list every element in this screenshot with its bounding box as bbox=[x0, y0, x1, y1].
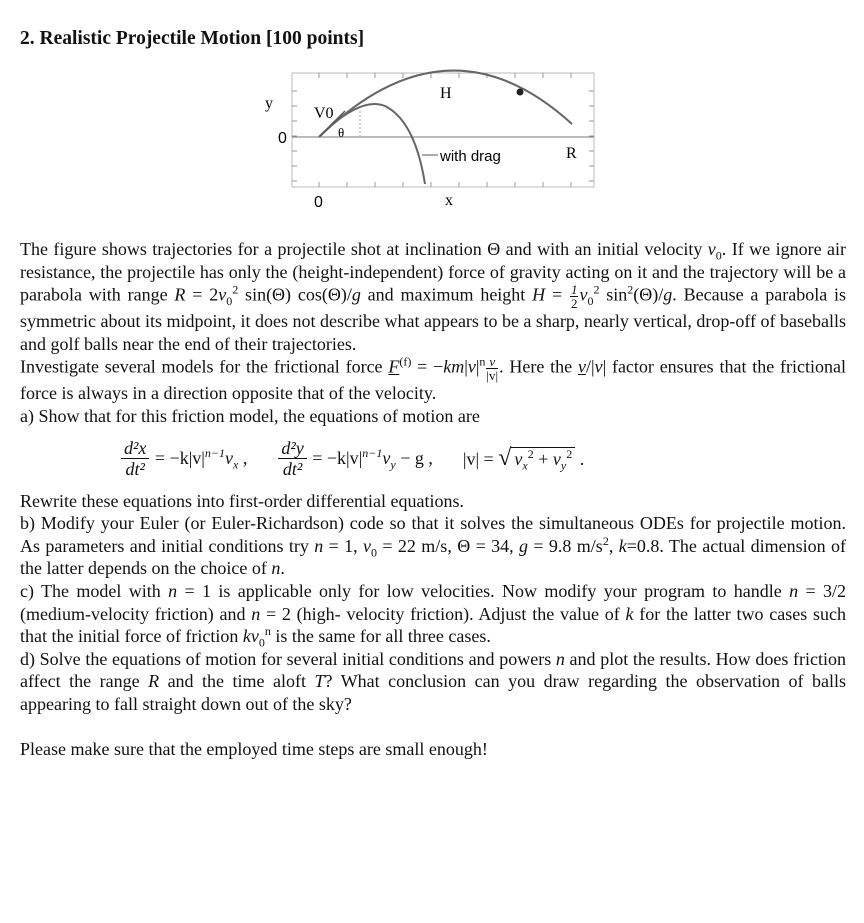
d2y-dt2-fraction bbox=[278, 438, 306, 479]
text-run: | factor ensures that the frictional force is always in a direction opposite that of the velocity. bbox=[20, 357, 846, 404]
text-run: /| bbox=[585, 357, 595, 377]
vx-sup: 2 bbox=[527, 446, 534, 461]
text-run: c) The model with bbox=[20, 580, 169, 601]
y-rhs-text: = −k|v| bbox=[312, 448, 363, 469]
text-run: The figure shows trajectories for a projectile shot at inclination Θ and with an initial velocity bbox=[20, 239, 708, 259]
theta-label: θ bbox=[338, 125, 345, 140]
text-run: Investigate several models for the frictional force bbox=[20, 357, 389, 377]
inline-fraction bbox=[486, 355, 498, 382]
fraction-numerator: d²x bbox=[121, 438, 149, 459]
y-rhs bbox=[308, 447, 433, 470]
text-run: Rewrite these equations into first-order differential equations. bbox=[20, 490, 465, 511]
math-symbol: 0 bbox=[371, 545, 378, 560]
math-symbol: n bbox=[271, 558, 281, 579]
math-symbol: k bbox=[625, 603, 634, 624]
v0-label: V0 bbox=[314, 105, 334, 122]
y-exponent: n−1 bbox=[362, 446, 383, 461]
fraction-denominator: dt² bbox=[125, 459, 145, 480]
math-symbol: F bbox=[388, 357, 400, 377]
text-run: , bbox=[608, 535, 619, 556]
trajectory-with-drag bbox=[319, 104, 425, 184]
math-symbol: 2 bbox=[627, 282, 634, 297]
math-symbol: 2 bbox=[602, 533, 609, 548]
text-run: . If we ignore air resistance, the projectile has only the (height-independent) force of gravity acting on it and the trajectory will be a parabola with range bbox=[20, 239, 846, 305]
math-symbol: g bbox=[519, 535, 528, 556]
r-label: R bbox=[566, 145, 577, 162]
x-axis-label: x bbox=[445, 192, 453, 209]
x-zero-label: 0 bbox=[314, 194, 323, 211]
vx: v bbox=[514, 448, 523, 469]
math-symbol: k bbox=[618, 535, 627, 556]
vx-sub: x bbox=[522, 458, 528, 473]
paragraph bbox=[20, 490, 846, 513]
math-symbol: kv bbox=[242, 626, 259, 647]
math-symbol: g bbox=[351, 284, 361, 305]
math-symbol: v bbox=[218, 284, 227, 305]
text-run: = 3/2 (medium-velocity friction) and bbox=[20, 580, 847, 624]
paragraph bbox=[20, 716, 846, 739]
math-symbol: v bbox=[467, 357, 476, 377]
period: . bbox=[575, 448, 585, 469]
math-symbol: 0 bbox=[715, 248, 722, 263]
paragraph bbox=[20, 738, 846, 761]
text-run: and the time aloft bbox=[159, 671, 315, 692]
math-symbol: 2 bbox=[232, 282, 239, 297]
fraction-numerator: d²y bbox=[278, 438, 306, 459]
text-run: | bbox=[475, 357, 480, 377]
trajectory-figure bbox=[250, 66, 610, 216]
paragraph bbox=[20, 580, 846, 648]
y-subscript: y bbox=[390, 457, 396, 472]
text-run: sin bbox=[599, 284, 628, 305]
h-label: H bbox=[440, 85, 452, 102]
math-symbol: km bbox=[443, 357, 465, 377]
fraction-denominator: dt² bbox=[282, 459, 303, 480]
paragraph bbox=[20, 405, 846, 428]
text-run: for the latter two cases such that the initial force of friction bbox=[20, 603, 846, 647]
x-rhs-text: = −k|v| bbox=[154, 448, 205, 469]
math-symbol: T bbox=[314, 671, 325, 692]
y-velocity: v bbox=[382, 448, 391, 469]
x-rhs bbox=[150, 447, 247, 470]
problem-title: 2. Realistic Projectile Motion [100 points] bbox=[20, 28, 365, 49]
vy: v bbox=[552, 448, 561, 469]
text-run: is the same for all three cases. bbox=[270, 626, 491, 647]
fraction-part: 1 bbox=[570, 282, 578, 298]
text-run: . Here the bbox=[499, 357, 578, 377]
text-run: . bbox=[280, 558, 285, 579]
trajectory-no-drag bbox=[319, 71, 572, 137]
math-symbol: n bbox=[168, 580, 178, 601]
text-run: = 2 bbox=[185, 284, 219, 305]
gravity-term: − g , bbox=[395, 448, 433, 469]
equations-of-motion bbox=[20, 428, 846, 490]
math-symbol: v bbox=[577, 357, 586, 377]
math-symbol: v bbox=[579, 284, 588, 305]
paragraph bbox=[20, 355, 846, 405]
text-run: sin(Θ) cos(Θ)/ bbox=[238, 284, 352, 305]
math-symbol: v bbox=[707, 239, 716, 259]
paragraph bbox=[20, 512, 846, 580]
speed-lhs: |v| = bbox=[462, 448, 499, 469]
with-drag-label: with drag bbox=[440, 148, 501, 165]
math-symbol: (f) bbox=[399, 355, 412, 369]
text-run: d) Solve the equations of motion for several initial conditions and powers bbox=[20, 648, 556, 669]
sqrt-radicand bbox=[511, 447, 575, 471]
math-symbol: n bbox=[251, 603, 261, 624]
text-run: and maximum height bbox=[360, 284, 533, 305]
text-run: = 1, bbox=[323, 535, 364, 556]
text-run: . Because a parabola is symmetric about its midpoint, it does not describe what appears to be a sharp, nearly vertical, drop-off of baseballs and golf balls near the end of their trajectories. bbox=[20, 284, 847, 354]
math-symbol: n bbox=[264, 624, 271, 639]
d2x-dt2-fraction bbox=[121, 438, 149, 479]
math-symbol: n bbox=[789, 580, 799, 601]
math-symbol: n bbox=[314, 535, 324, 556]
text-run: a) Show that for this friction model, the equations of motion are bbox=[20, 405, 480, 426]
text-run: | bbox=[464, 357, 468, 377]
math-symbol: H bbox=[532, 284, 546, 305]
x-velocity: v bbox=[225, 448, 234, 469]
trajectory-marker bbox=[517, 89, 524, 96]
x-exponent: n−1 bbox=[204, 446, 226, 461]
math-symbol: n bbox=[555, 648, 565, 669]
math-symbol: R bbox=[174, 284, 186, 305]
speed-definition bbox=[462, 444, 585, 473]
text-run: =0.8. The actual dimension of the latter depends on the choice of bbox=[20, 535, 846, 579]
inline-fraction bbox=[570, 283, 579, 310]
math-symbol: R bbox=[148, 671, 160, 692]
sqrt-sign: √ bbox=[498, 444, 512, 471]
math-symbol: g bbox=[663, 284, 673, 305]
text-run: = 1 is applicable only for low velocities. Now modify your program to handle bbox=[177, 580, 790, 601]
math-symbol: n bbox=[479, 355, 486, 369]
y-zero-label: 0 bbox=[278, 130, 287, 147]
text-run: ? What conclusion can you draw regarding the observation of balls appearing to fall straight down out of the sky? bbox=[20, 671, 846, 714]
y-axis-label: y bbox=[265, 95, 273, 112]
fraction-part: |v| bbox=[486, 368, 499, 384]
math-symbol: v bbox=[594, 357, 603, 377]
text-run: = − bbox=[411, 357, 444, 377]
text-run: b) Modify your Euler (or Euler-Richardson) code so that it solves the simultaneous ODEs for projectile motion. As parameters and initial conditions try bbox=[20, 513, 846, 556]
plus: + bbox=[533, 448, 553, 469]
text-run: = 22 m/s, Θ = 34, bbox=[377, 535, 519, 556]
paragraph bbox=[20, 648, 846, 716]
vy-sup: 2 bbox=[566, 446, 573, 461]
math-symbol: 0 bbox=[258, 635, 265, 650]
fraction-part: v bbox=[486, 355, 498, 369]
math-symbol: 0 bbox=[587, 294, 594, 309]
problem-text bbox=[20, 238, 846, 761]
vy-sub: y bbox=[560, 458, 567, 473]
x-subscript: x bbox=[233, 457, 239, 472]
text-run: = bbox=[545, 284, 569, 305]
fraction-part: 2 bbox=[570, 296, 578, 312]
text-run: = 2 (high- velocity friction). Adjust the value of bbox=[260, 603, 626, 624]
math-symbol: 2 bbox=[593, 282, 600, 297]
text-run: Please make sure that the employed time steps are small enough! bbox=[20, 739, 488, 760]
math-symbol: v bbox=[363, 535, 372, 556]
text-run: (Θ)/ bbox=[633, 284, 664, 305]
separator: , bbox=[238, 448, 248, 469]
math-symbol: 0 bbox=[226, 294, 233, 309]
text-run: and plot the results. How does friction affect the range bbox=[20, 648, 846, 692]
paragraph bbox=[20, 238, 846, 355]
text-run: = 9.8 m/s bbox=[528, 535, 603, 556]
